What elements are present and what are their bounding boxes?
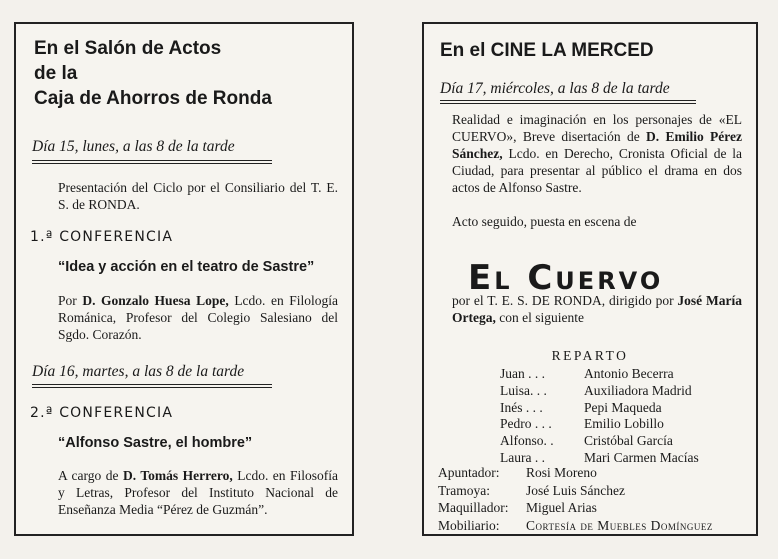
crew-row <box>438 499 713 517</box>
company-text: por el T. E. S. DE RONDA, dirigido por <box>452 293 674 308</box>
crew-role: Mobiliario: <box>438 517 500 533</box>
cast-row <box>500 433 699 450</box>
cast-role: Luisa. . . <box>500 382 547 398</box>
day3-company <box>452 292 742 326</box>
day3-date-underline <box>440 100 696 104</box>
day2-speaker <box>58 467 338 518</box>
play-title-text: El Cuervo <box>468 258 664 298</box>
venue-line: de la <box>34 63 78 84</box>
reparto-heading: REPARTO <box>551 348 629 363</box>
day3-intro-follow: Acto seguido, puesta en escena de <box>452 214 637 229</box>
cast-actor: Mari Carmen Macías <box>584 449 699 465</box>
day2-date-underline <box>32 384 272 388</box>
day1-date-underline <box>32 160 272 164</box>
cast-role: Juan . . . <box>500 366 545 381</box>
speaker-description: Lcdo. en Filología Románica, Profesor del Colegio Salesiano del Sgdo. Corazón. <box>58 293 339 342</box>
cast-actor: Emilio Lobillo <box>584 416 664 432</box>
speaker-prefix: Por <box>58 293 77 308</box>
speaker-description: Lcdo. en Filosofía y Letras, Profesor del Instituto Nacional de Enseñanza Media “Pérez de Guzmán”. <box>58 468 339 517</box>
day2-conference-label: 2.ª CONFERENCIA <box>30 405 174 421</box>
cast-role: Alfonso. . <box>500 433 554 449</box>
crew-row <box>438 464 713 482</box>
crew-name: Miguel Arias <box>526 500 597 515</box>
crew-name: Rosi Moreno <box>526 465 597 480</box>
day1-conference-title: “Idea y acción en el teatro de Sastre” <box>58 259 315 275</box>
speaker-prefix: A cargo de <box>58 468 119 483</box>
day2-conference-title: “Alfonso Sastre, el hombre” <box>58 435 253 451</box>
speaker-name: D. Gonzalo Huesa Lope, <box>82 293 229 308</box>
crew-name: Cortesía de Muebles Domínguez <box>526 517 713 533</box>
cast-row <box>500 416 699 433</box>
speaker-description: Lcdo. en Derecho, Cronista Oficial de la Ciudad, para presentar al público el drama en dos actos de Alfonso Sastre. <box>452 146 743 195</box>
speaker-name: D. Emilio Pérez Sánchez, <box>452 129 743 161</box>
cast-role: Inés . . . <box>500 399 543 415</box>
day1-conference-label: 1.ª CONFERENCIA <box>30 229 174 245</box>
crew-role: Maquillador: <box>438 500 509 515</box>
speaker-name: D. Tomás Herrero, <box>122 468 233 483</box>
crew-role: Apuntador: <box>438 465 500 480</box>
cast-actor: Pepi Maqueda <box>584 399 662 415</box>
cast-role: Laura . . <box>500 449 545 465</box>
crew-role: Tramoya: <box>438 482 491 498</box>
left-venue-heading <box>34 36 272 111</box>
venue-line: Caja de Ahorros de Ronda <box>34 88 272 109</box>
day2-date: Día 16, martes, a las 8 de la tarde <box>32 363 245 380</box>
cast-list <box>500 366 699 467</box>
day3-date: Día 17, miércoles, a las 8 de la tarde <box>440 80 670 97</box>
crew-list <box>438 464 713 534</box>
intro-text: Realidad e imaginación en los personajes de «EL CUERVO», Breve disertación de <box>452 112 742 144</box>
crew-name: José Luis Sánchez <box>526 482 625 498</box>
cast-row <box>500 383 699 400</box>
day1-intro: Presentación del Ciclo por el Consiliario del T. E. S. de RONDA. <box>58 180 338 212</box>
crew-row <box>438 517 713 535</box>
right-panel <box>422 22 758 536</box>
day1-speaker <box>58 292 338 343</box>
cast-actor: Cristóbal García <box>584 433 673 449</box>
cast-actor: Antonio Becerra <box>584 366 674 381</box>
crew-row <box>438 482 713 500</box>
cast-role: Pedro . . . <box>500 416 552 432</box>
cast-row <box>500 366 699 383</box>
right-venue-heading: En el CINE LA MERCED <box>440 40 654 61</box>
day1-date: Día 15, lunes, a las 8 de la tarde <box>32 138 235 155</box>
company-text-end: con el siguiente <box>499 310 584 325</box>
venue-line: En el Salón de Actos <box>34 38 222 59</box>
cast-row <box>500 400 699 417</box>
play-title <box>468 258 664 298</box>
day3-intro <box>452 111 742 196</box>
director-name: José María Ortega, <box>452 293 743 325</box>
left-panel <box>14 22 354 536</box>
cast-actor: Auxiliadora Madrid <box>584 382 692 398</box>
